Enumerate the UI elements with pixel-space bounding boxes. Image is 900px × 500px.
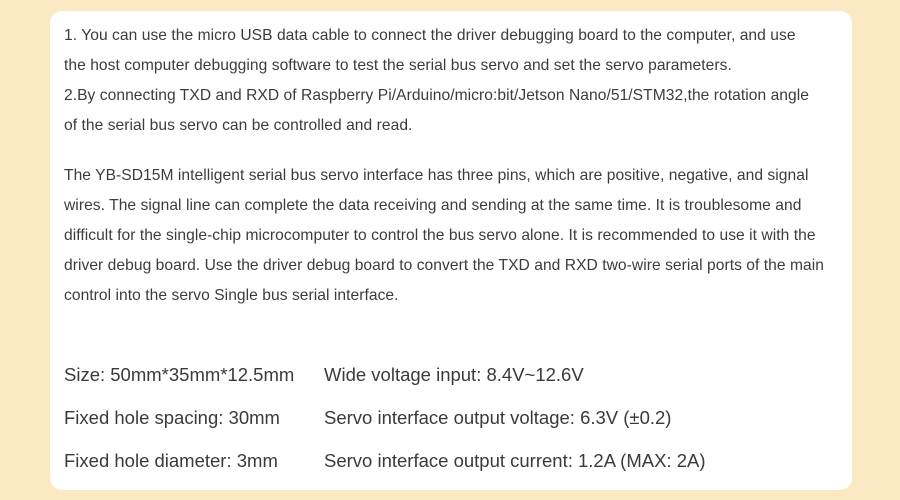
description-line-4: driver debug board. Use the driver debug board to convert the TXD and RXD two-wire serial ports of the main (64, 257, 825, 274)
intro-line-3: 2.By connecting TXD and RXD of Raspberry Pi/Arduino/micro:bit/Jetson Nano/51/STM32,the rotation angle (64, 87, 809, 104)
description-line-2: wires. The signal line can complete the data receiving and sending at the same time. It is troublesome and (64, 197, 802, 214)
intro-line-1: 1. You can use the micro USB data cable to connect the driver debugging board to the computer, and use (64, 27, 796, 44)
spec-voltage-input: Wide voltage input: 8.4V~12.6V (324, 364, 584, 385)
spec-hole-diameter: Fixed hole diameter: 3mm (64, 450, 278, 471)
spec-output-voltage: Servo interface output voltage: 6.3V (±0.2) (324, 407, 672, 428)
intro-line-2: the host computer debugging software to test the serial bus servo and set the servo parameters. (64, 57, 732, 74)
spec-size: Size: 50mm*35mm*12.5mm (64, 364, 295, 385)
description-line-5: control into the servo Single bus serial interface. (64, 287, 399, 304)
spec-hole-spacing: Fixed hole spacing: 30mm (64, 407, 280, 428)
description-line-3: difficult for the single-chip microcomputer to control the bus servo alone. It is recommended to use it with the (64, 227, 816, 244)
intro-line-4: of the serial bus servo can be controlled and read. (64, 117, 413, 134)
description-line-1: The YB-SD15M intelligent serial bus servo interface has three pins, which are positive, negative, and signal (64, 167, 809, 184)
spec-output-current: Servo interface output current: 1.2A (MAX: 2A) (324, 450, 706, 471)
